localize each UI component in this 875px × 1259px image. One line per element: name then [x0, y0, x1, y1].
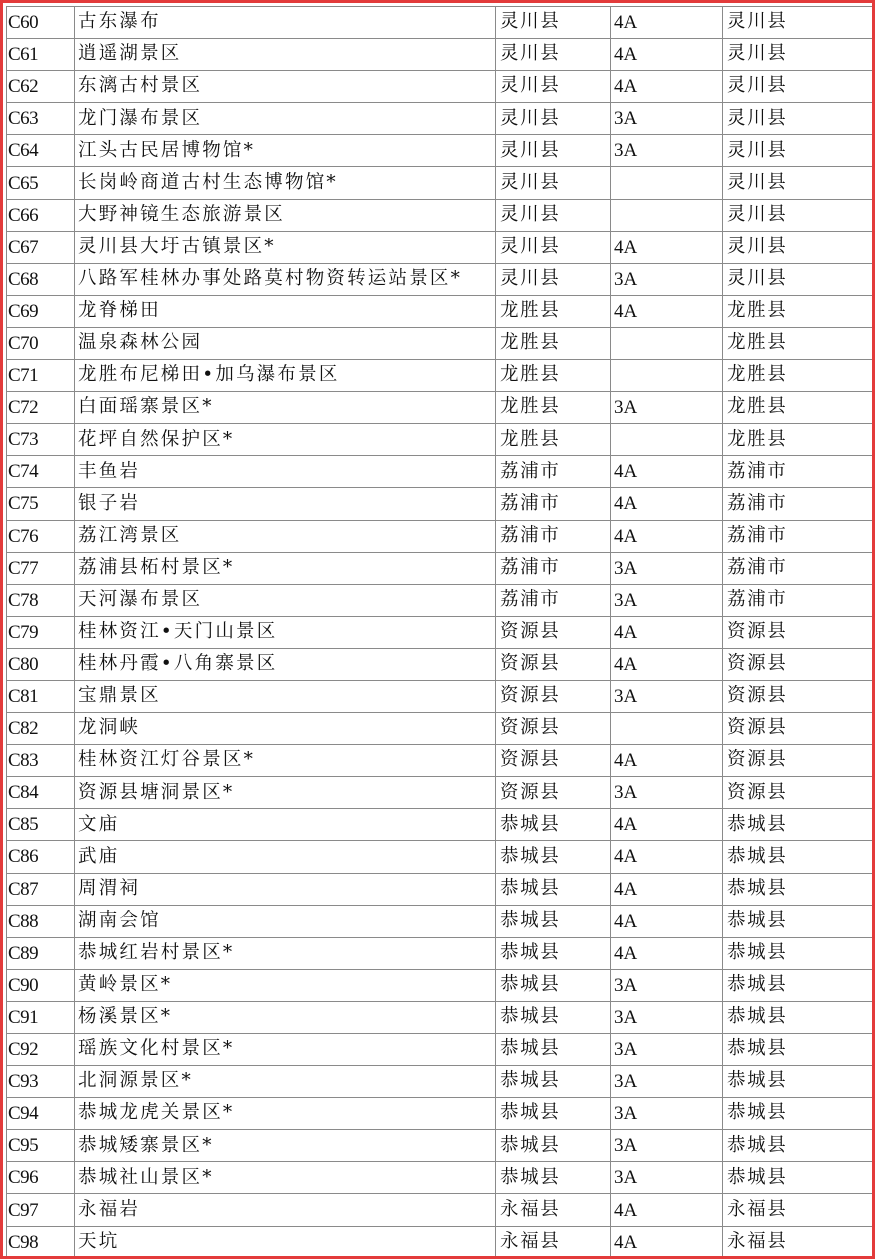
- cell-admin-area: 灵川县: [723, 135, 873, 167]
- cell-county: 恭城县: [496, 1066, 611, 1098]
- cell-code: C79: [7, 616, 75, 648]
- cell-admin-area: 恭城县: [723, 1066, 873, 1098]
- cell-code: C92: [7, 1034, 75, 1066]
- table-row: [7, 680, 873, 712]
- table-row: [7, 777, 873, 809]
- attractions-table: [6, 6, 873, 1259]
- cell-admin-area: 灵川县: [723, 39, 873, 71]
- cell-admin-area: 荔浦市: [723, 520, 873, 552]
- cell-admin-area: 恭城县: [723, 1098, 873, 1130]
- cell-grade: 4A: [611, 488, 723, 520]
- cell-grade: 4A: [611, 841, 723, 873]
- cell-attraction-name: 灵川县大圩古镇景区*: [75, 231, 496, 263]
- cell-admin-area: 灵川县: [723, 71, 873, 103]
- cell-admin-area: 永福县: [723, 1194, 873, 1226]
- cell-county: 永福县: [496, 1226, 611, 1258]
- cell-county: 龙胜县: [496, 424, 611, 456]
- cell-attraction-name: 荔江湾景区: [75, 520, 496, 552]
- cell-grade: 4A: [611, 809, 723, 841]
- cell-grade: 4A: [611, 745, 723, 777]
- cell-county: 恭城县: [496, 969, 611, 1001]
- cell-grade: [611, 199, 723, 231]
- cell-admin-area: 龙胜县: [723, 360, 873, 392]
- cell-admin-area: 灵川县: [723, 103, 873, 135]
- cell-grade: [611, 167, 723, 199]
- cell-admin-area: 恭城县: [723, 937, 873, 969]
- cell-attraction-name: 银子岩: [75, 488, 496, 520]
- cell-admin-area: 灵川县: [723, 199, 873, 231]
- cell-county: 资源县: [496, 777, 611, 809]
- cell-attraction-name: 文庙: [75, 809, 496, 841]
- cell-attraction-name: 龙洞峡: [75, 713, 496, 745]
- cell-grade: 4A: [611, 456, 723, 488]
- cell-county: 恭城县: [496, 841, 611, 873]
- cell-county: 恭城县: [496, 937, 611, 969]
- cell-grade: 4A: [611, 873, 723, 905]
- cell-attraction-name: 瑶族文化村景区*: [75, 1034, 496, 1066]
- table-row: [7, 424, 873, 456]
- cell-attraction-name: 桂林丹霞•八角寨景区: [75, 648, 496, 680]
- cell-county: 荔浦市: [496, 552, 611, 584]
- cell-attraction-name: 天河瀑布景区: [75, 584, 496, 616]
- cell-attraction-name: 白面瑶寨景区*: [75, 392, 496, 424]
- table-row: [7, 7, 873, 39]
- cell-admin-area: 资源县: [723, 745, 873, 777]
- table-row: [7, 1226, 873, 1258]
- cell-county: 资源县: [496, 616, 611, 648]
- table-row: [7, 552, 873, 584]
- cell-grade: 4A: [611, 1194, 723, 1226]
- cell-grade: 3A: [611, 552, 723, 584]
- cell-county: 灵川县: [496, 71, 611, 103]
- cell-county: 永福县: [496, 1194, 611, 1226]
- cell-code: C91: [7, 1001, 75, 1033]
- cell-county: 灵川县: [496, 167, 611, 199]
- cell-code: C88: [7, 905, 75, 937]
- cell-grade: 3A: [611, 777, 723, 809]
- cell-code: C65: [7, 167, 75, 199]
- cell-code: C86: [7, 841, 75, 873]
- cell-attraction-name: 江头古民居博物馆*: [75, 135, 496, 167]
- cell-county: 龙胜县: [496, 392, 611, 424]
- cell-admin-area: 资源县: [723, 680, 873, 712]
- cell-county: 恭城县: [496, 1130, 611, 1162]
- cell-admin-area: 资源县: [723, 648, 873, 680]
- cell-attraction-name: 恭城矮寨景区*: [75, 1130, 496, 1162]
- cell-code: C70: [7, 327, 75, 359]
- cell-grade: 4A: [611, 295, 723, 327]
- cell-code: C97: [7, 1194, 75, 1226]
- cell-admin-area: 龙胜县: [723, 424, 873, 456]
- cell-attraction-name: 杨溪景区*: [75, 1001, 496, 1033]
- cell-admin-area: 龙胜县: [723, 295, 873, 327]
- cell-code: C85: [7, 809, 75, 841]
- cell-grade: 3A: [611, 680, 723, 712]
- table-row: [7, 71, 873, 103]
- cell-attraction-name: 花坪自然保护区*: [75, 424, 496, 456]
- table-row: [7, 199, 873, 231]
- cell-attraction-name: 龙胜布尼梯田•加乌瀑布景区: [75, 360, 496, 392]
- cell-county: 荔浦市: [496, 520, 611, 552]
- cell-county: 灵川县: [496, 199, 611, 231]
- cell-grade: [611, 360, 723, 392]
- table-row: [7, 327, 873, 359]
- cell-code: C83: [7, 745, 75, 777]
- cell-code: C84: [7, 777, 75, 809]
- cell-admin-area: 恭城县: [723, 969, 873, 1001]
- table-row: [7, 616, 873, 648]
- table-row: [7, 1066, 873, 1098]
- table-row: [7, 1001, 873, 1033]
- cell-code: C73: [7, 424, 75, 456]
- cell-admin-area: 恭城县: [723, 841, 873, 873]
- cell-county: 恭城县: [496, 1098, 611, 1130]
- cell-code: C66: [7, 199, 75, 231]
- cell-code: C69: [7, 295, 75, 327]
- cell-county: 荔浦市: [496, 584, 611, 616]
- cell-county: 灵川县: [496, 103, 611, 135]
- cell-attraction-name: 荔浦县柘村景区*: [75, 552, 496, 584]
- cell-grade: 4A: [611, 7, 723, 39]
- cell-admin-area: 恭城县: [723, 809, 873, 841]
- cell-attraction-name: 湖南会馆: [75, 905, 496, 937]
- cell-attraction-name: 龙门瀑布景区: [75, 103, 496, 135]
- cell-attraction-name: 大野神镜生态旅游景区: [75, 199, 496, 231]
- cell-grade: 3A: [611, 263, 723, 295]
- cell-attraction-name: 温泉森林公园: [75, 327, 496, 359]
- cell-admin-area: 荔浦市: [723, 488, 873, 520]
- cell-admin-area: 永福县: [723, 1226, 873, 1258]
- table-row: [7, 1098, 873, 1130]
- cell-grade: 3A: [611, 1034, 723, 1066]
- cell-grade: 4A: [611, 520, 723, 552]
- cell-admin-area: 龙胜县: [723, 327, 873, 359]
- table-row: [7, 1162, 873, 1194]
- cell-attraction-name: 逍遥湖景区: [75, 39, 496, 71]
- cell-code: C75: [7, 488, 75, 520]
- table-row: [7, 1130, 873, 1162]
- cell-county: 资源县: [496, 713, 611, 745]
- cell-grade: 3A: [611, 392, 723, 424]
- cell-code: C78: [7, 584, 75, 616]
- cell-attraction-name: 资源县塘洞景区*: [75, 777, 496, 809]
- cell-grade: 4A: [611, 937, 723, 969]
- cell-county: 龙胜县: [496, 360, 611, 392]
- cell-grade: 3A: [611, 135, 723, 167]
- table-row: [7, 231, 873, 263]
- table-row: [7, 456, 873, 488]
- cell-code: C67: [7, 231, 75, 263]
- table-row: [7, 584, 873, 616]
- cell-attraction-name: 桂林资江•天门山景区: [75, 616, 496, 648]
- cell-county: 恭城县: [496, 809, 611, 841]
- cell-admin-area: 恭城县: [723, 905, 873, 937]
- cell-code: C81: [7, 680, 75, 712]
- cell-grade: 3A: [611, 969, 723, 1001]
- cell-admin-area: 资源县: [723, 616, 873, 648]
- cell-attraction-name: 宝鼎景区: [75, 680, 496, 712]
- cell-admin-area: 灵川县: [723, 7, 873, 39]
- table-row: [7, 713, 873, 745]
- cell-county: 灵川县: [496, 7, 611, 39]
- table-row: [7, 1194, 873, 1226]
- cell-admin-area: 荔浦市: [723, 456, 873, 488]
- cell-code: C77: [7, 552, 75, 584]
- table-row: [7, 392, 873, 424]
- cell-county: 灵川县: [496, 231, 611, 263]
- cell-county: 恭城县: [496, 905, 611, 937]
- cell-county: 资源县: [496, 648, 611, 680]
- cell-code: C95: [7, 1130, 75, 1162]
- cell-admin-area: 恭城县: [723, 1130, 873, 1162]
- cell-code: C62: [7, 71, 75, 103]
- cell-county: 灵川县: [496, 135, 611, 167]
- table-row: [7, 937, 873, 969]
- table-row: [7, 969, 873, 1001]
- cell-code: C68: [7, 263, 75, 295]
- cell-code: C72: [7, 392, 75, 424]
- cell-attraction-name: 恭城龙虎关景区*: [75, 1098, 496, 1130]
- table-row: [7, 905, 873, 937]
- cell-grade: 4A: [611, 616, 723, 648]
- cell-attraction-name: 长岗岭商道古村生态博物馆*: [75, 167, 496, 199]
- table-row: [7, 488, 873, 520]
- table-row: [7, 841, 873, 873]
- table-row: [7, 263, 873, 295]
- table-row: [7, 520, 873, 552]
- cell-county: 荔浦市: [496, 456, 611, 488]
- cell-attraction-name: 北洞源景区*: [75, 1066, 496, 1098]
- cell-county: 灵川县: [496, 39, 611, 71]
- cell-grade: 4A: [611, 231, 723, 263]
- cell-attraction-name: 黄岭景区*: [75, 969, 496, 1001]
- table-row: [7, 295, 873, 327]
- cell-code: C76: [7, 520, 75, 552]
- cell-grade: 3A: [611, 1162, 723, 1194]
- table-row: [7, 1034, 873, 1066]
- cell-grade: [611, 424, 723, 456]
- cell-grade: 3A: [611, 584, 723, 616]
- cell-code: C94: [7, 1098, 75, 1130]
- cell-county: 龙胜县: [496, 295, 611, 327]
- cell-code: C74: [7, 456, 75, 488]
- cell-attraction-name: 桂林资江灯谷景区*: [75, 745, 496, 777]
- cell-county: 恭城县: [496, 873, 611, 905]
- cell-code: C64: [7, 135, 75, 167]
- cell-admin-area: 灵川县: [723, 167, 873, 199]
- cell-code: C71: [7, 360, 75, 392]
- table-row: [7, 745, 873, 777]
- cell-grade: 3A: [611, 1130, 723, 1162]
- cell-attraction-name: 恭城社山景区*: [75, 1162, 496, 1194]
- cell-grade: [611, 327, 723, 359]
- cell-county: 资源县: [496, 745, 611, 777]
- cell-grade: 3A: [611, 103, 723, 135]
- cell-admin-area: 恭城县: [723, 1001, 873, 1033]
- cell-county: 龙胜县: [496, 327, 611, 359]
- cell-attraction-name: 丰鱼岩: [75, 456, 496, 488]
- table-row: [7, 167, 873, 199]
- cell-admin-area: 灵川县: [723, 231, 873, 263]
- table-row: [7, 135, 873, 167]
- cell-grade: 4A: [611, 71, 723, 103]
- cell-code: C63: [7, 103, 75, 135]
- table-row: [7, 809, 873, 841]
- cell-admin-area: 荔浦市: [723, 552, 873, 584]
- table-row: [7, 648, 873, 680]
- cell-attraction-name: 武庙: [75, 841, 496, 873]
- cell-county: 荔浦市: [496, 488, 611, 520]
- cell-grade: 4A: [611, 648, 723, 680]
- cell-admin-area: 灵川县: [723, 263, 873, 295]
- cell-county: 恭城县: [496, 1001, 611, 1033]
- cell-code: C98: [7, 1226, 75, 1258]
- cell-code: C89: [7, 937, 75, 969]
- cell-grade: 3A: [611, 1001, 723, 1033]
- cell-attraction-name: 八路军桂林办事处路莫村物资转运站景区*: [75, 263, 496, 295]
- cell-grade: 4A: [611, 905, 723, 937]
- cell-admin-area: 恭城县: [723, 1162, 873, 1194]
- cell-county: 恭城县: [496, 1162, 611, 1194]
- cell-admin-area: 资源县: [723, 713, 873, 745]
- cell-code: C60: [7, 7, 75, 39]
- table-row: [7, 103, 873, 135]
- cell-attraction-name: 龙脊梯田: [75, 295, 496, 327]
- table-body: [7, 7, 873, 1259]
- cell-code: C82: [7, 713, 75, 745]
- cell-attraction-name: 古东瀑布: [75, 7, 496, 39]
- cell-grade: 3A: [611, 1098, 723, 1130]
- table-row: [7, 873, 873, 905]
- cell-grade: 3A: [611, 1066, 723, 1098]
- cell-attraction-name: 恭城红岩村景区*: [75, 937, 496, 969]
- cell-county: 灵川县: [496, 263, 611, 295]
- cell-code: C87: [7, 873, 75, 905]
- cell-admin-area: 荔浦市: [723, 584, 873, 616]
- cell-admin-area: 恭城县: [723, 1034, 873, 1066]
- cell-admin-area: 龙胜县: [723, 392, 873, 424]
- cell-admin-area: 恭城县: [723, 873, 873, 905]
- cell-grade: [611, 713, 723, 745]
- cell-code: C93: [7, 1066, 75, 1098]
- cell-grade: 4A: [611, 39, 723, 71]
- cell-code: C90: [7, 969, 75, 1001]
- table-row: [7, 360, 873, 392]
- cell-attraction-name: 周渭祠: [75, 873, 496, 905]
- cell-attraction-name: 天坑: [75, 1226, 496, 1258]
- cell-grade: 4A: [611, 1226, 723, 1258]
- cell-attraction-name: 永福岩: [75, 1194, 496, 1226]
- cell-code: C96: [7, 1162, 75, 1194]
- cell-code: C80: [7, 648, 75, 680]
- cell-county: 资源县: [496, 680, 611, 712]
- table-row: [7, 39, 873, 71]
- cell-attraction-name: 东漓古村景区: [75, 71, 496, 103]
- cell-code: C61: [7, 39, 75, 71]
- cell-admin-area: 资源县: [723, 777, 873, 809]
- cell-county: 恭城县: [496, 1034, 611, 1066]
